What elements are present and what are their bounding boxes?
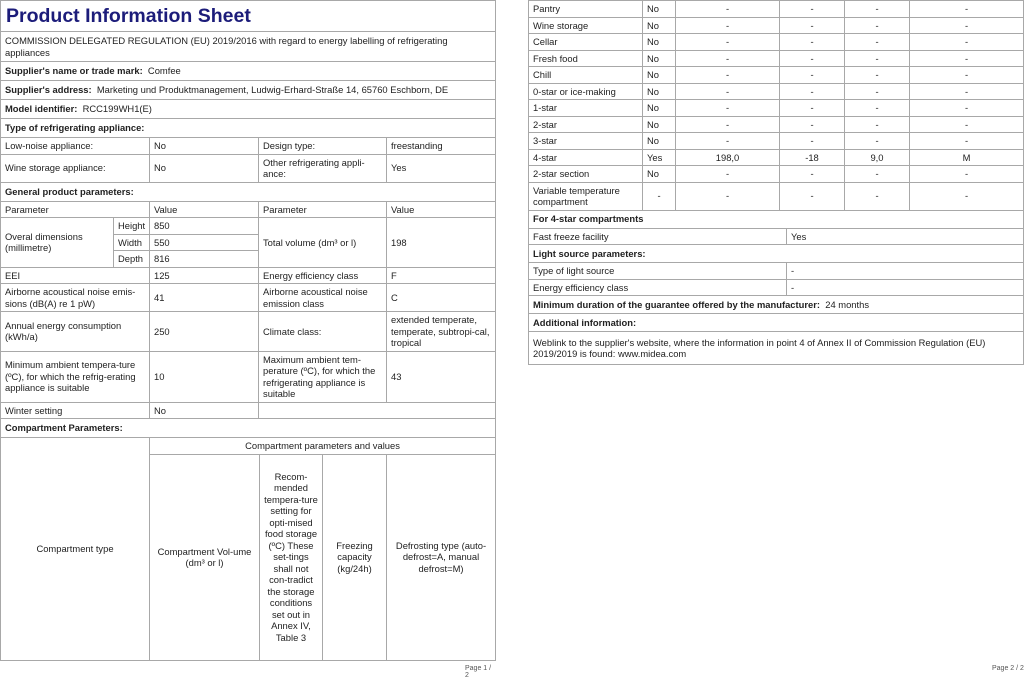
compartment-freezing: 9,0 — [845, 149, 910, 166]
compartment-present: No — [643, 133, 676, 150]
light-type-label: Type of light source — [529, 263, 787, 280]
climate-class-value: extended temperate, temperate, subtropi-cal, tropical — [387, 312, 496, 352]
compartment-temp: - — [780, 100, 845, 117]
compartment-freezing: - — [845, 182, 910, 210]
depth-label: Depth — [114, 251, 150, 268]
other-appliance-value: Yes — [387, 154, 496, 182]
compartment-volume: - — [676, 100, 780, 117]
compartment-name: Variable temperature compartment — [529, 182, 643, 210]
light-type-value: - — [787, 263, 1024, 280]
compartment-volume: 198,0 — [676, 149, 780, 166]
noise-class-value: C — [387, 284, 496, 312]
compartment-freezing: - — [845, 100, 910, 117]
compartment-present: No — [643, 116, 676, 133]
model-row — [1, 100, 496, 119]
compartment-freezing: - — [845, 116, 910, 133]
compartment-temp: - — [780, 166, 845, 183]
compartment-defrost: - — [910, 50, 1024, 67]
compartment-defrost: - — [910, 166, 1024, 183]
fast-freeze-value: Yes — [787, 228, 1024, 245]
compartment-present: No — [643, 50, 676, 67]
type-heading: Type of refrigerating appliance: — [1, 119, 496, 138]
compartment-volume-header: Compartment Vol-ume (dm³ or l) — [150, 454, 260, 660]
winter-blank — [259, 402, 496, 419]
guarantee-value: 24 months — [825, 298, 870, 310]
general-heading: General product parameters: — [1, 182, 496, 201]
compartment-temp: - — [780, 67, 845, 84]
col-parameter-2: Parameter — [259, 201, 387, 218]
compartment-defrost: - — [910, 34, 1024, 51]
compartment-present: No — [643, 1, 676, 18]
compartment-temp: - — [780, 50, 845, 67]
energy-class-value: F — [387, 267, 496, 284]
compartment-present: No — [643, 34, 676, 51]
compartment-volume: - — [676, 133, 780, 150]
compartment-volume: - — [676, 166, 780, 183]
compartment-name: Pantry — [529, 1, 643, 18]
col-value-2: Value — [387, 201, 496, 218]
regulation-text: COMMISSION DELEGATED REGULATION (EU) 2019/2016 with regard to energy labelling of refrigerating appliances — [1, 32, 496, 62]
compartment-freezing: - — [845, 133, 910, 150]
guarantee-label: Minimum duration of the guarantee offered by the manufacturer: — [533, 298, 821, 310]
light-heading: Light source parameters: — [529, 245, 1024, 263]
weblink-text: Weblink to the supplier's website, where the information in point 4 of Annex II of Commission Regulation (EU) 2019/2019 is found: www.midea.com — [529, 332, 1024, 365]
four-star-heading: For 4-star compartments — [529, 210, 1024, 228]
freezing-capacity-header: Freezing capacity (kg/24h) — [323, 454, 387, 660]
compartment-row — [529, 83, 1024, 100]
page-1 — [0, 0, 496, 679]
address-row — [1, 81, 496, 100]
compartment-volume: - — [676, 17, 780, 34]
compartment-temp: - — [780, 17, 845, 34]
noise-label: Airborne acoustical noise emis-sions (dB(A) re 1 pW) — [1, 284, 150, 312]
compartment-freezing: - — [845, 67, 910, 84]
model-value: RCC199WH1(E) — [82, 103, 152, 115]
max-ambient-value: 43 — [387, 351, 496, 402]
compartment-defrost: - — [910, 100, 1024, 117]
compartment-freezing: - — [845, 83, 910, 100]
overall-dimensions-label: Overal dimensions (millimetre) — [1, 218, 114, 268]
col-value-1: Value — [150, 201, 259, 218]
compartment-name: Fresh food — [529, 50, 643, 67]
compartment-volume: - — [676, 1, 780, 18]
supplier-row — [1, 62, 496, 81]
compartment-row — [529, 34, 1024, 51]
supplier-label: Supplier's name or trade mark: — [5, 65, 143, 77]
compartment-defrost: - — [910, 17, 1024, 34]
compartment-volume: - — [676, 50, 780, 67]
compartment-row — [529, 17, 1024, 34]
compartment-defrost: - — [910, 182, 1024, 210]
noise-value: 41 — [150, 284, 259, 312]
compartment-row — [529, 100, 1024, 117]
compartment-defrost: - — [910, 67, 1024, 84]
compartment-table — [529, 1, 1024, 211]
compartment-volume: - — [676, 83, 780, 100]
winter-label: Winter setting — [1, 402, 150, 419]
compartment-freezing: - — [845, 50, 910, 67]
compartment-defrost: - — [910, 1, 1024, 18]
compartment-defrost: - — [910, 133, 1024, 150]
compartment-defrost: M — [910, 149, 1024, 166]
compartment-row — [529, 166, 1024, 183]
annual-energy-value: 250 — [150, 312, 259, 352]
compartment-temp: - — [780, 83, 845, 100]
compartment-freezing: - — [845, 166, 910, 183]
compartment-temp: - — [780, 1, 845, 18]
col-parameter-1: Parameter — [1, 201, 150, 218]
compartment-values-heading: Compartment parameters and values — [150, 438, 496, 455]
compartment-heading: Compartment Parameters: — [1, 419, 496, 438]
compartment-name: 3-star — [529, 133, 643, 150]
max-ambient-label: Maximum ambient tem-perature (ºC), for which the refrigerating appliance is suitable — [259, 351, 387, 402]
design-type-label: Design type: — [259, 138, 387, 155]
annual-energy-label: Annual energy consumption (kWh/a) — [1, 312, 150, 352]
compartment-row — [529, 116, 1024, 133]
supplier-value: Comfee — [147, 65, 181, 77]
compartment-present: No — [643, 67, 676, 84]
additional-heading: Additional information: — [529, 314, 1024, 332]
low-noise-label: Low-noise appliance: — [1, 138, 150, 155]
height-value: 850 — [150, 218, 259, 235]
compartment-name: Wine storage — [529, 17, 643, 34]
compartment-present: No — [643, 17, 676, 34]
compartment-freezing: - — [845, 17, 910, 34]
total-volume-value: 198 — [387, 218, 496, 268]
compartment-temp: - — [780, 133, 845, 150]
compartment-volume: - — [676, 116, 780, 133]
compartment-present: Yes — [643, 149, 676, 166]
light-class-value: - — [787, 279, 1024, 296]
address-value: Marketing und Produktmanagement, Ludwig-Erhard-Straße 14, 65760 Eschborn, DE — [96, 84, 449, 96]
compartment-name: 0-star or ice-making — [529, 83, 643, 100]
compartment-defrost: - — [910, 83, 1024, 100]
compartment-freezing: - — [845, 34, 910, 51]
wine-storage-label: Wine storage appliance: — [1, 154, 150, 182]
compartment-temp: - — [780, 116, 845, 133]
low-noise-value: No — [150, 138, 259, 155]
compartment-present: - — [643, 182, 676, 210]
compartment-present: No — [643, 100, 676, 117]
min-ambient-value: 10 — [150, 351, 259, 402]
compartment-temp: -18 — [780, 149, 845, 166]
climate-class-label: Climate class: — [259, 312, 387, 352]
total-volume-label: Total volume (dm³ or l) — [259, 218, 387, 268]
width-label: Width — [114, 234, 150, 251]
eei-value: 125 — [150, 267, 259, 284]
page-number-1: Page 1 / 2 — [465, 665, 492, 679]
compartment-row — [529, 149, 1024, 166]
compartment-name: Chill — [529, 67, 643, 84]
compartment-volume: - — [676, 182, 780, 210]
address-label: Supplier's address: — [5, 84, 92, 96]
other-appliance-label: Other refrigerating appli-ance: — [259, 154, 387, 182]
compartment-freezing: - — [845, 1, 910, 18]
light-class-label: Energy efficiency class — [529, 279, 787, 296]
compartment-volume: - — [676, 34, 780, 51]
compartment-row — [529, 67, 1024, 84]
page-number-2: Page 2 / 2 — [992, 665, 1024, 672]
compartment-defrost: - — [910, 116, 1024, 133]
compartment-row — [529, 133, 1024, 150]
compartment-name: 1-star — [529, 100, 643, 117]
wine-storage-value: No — [150, 154, 259, 182]
compartment-row — [529, 1, 1024, 18]
guarantee-row — [529, 296, 1024, 314]
compartment-present: No — [643, 166, 676, 183]
compartment-name: 4-star — [529, 149, 643, 166]
compartment-temp: - — [780, 182, 845, 210]
defrosting-header: Defrosting type (auto-defrost=A, manual defrost=M) — [387, 454, 496, 660]
page-title: Product Information Sheet — [1, 1, 496, 32]
page-2 — [528, 0, 1024, 672]
recommended-temp-header: Recom-mended tempera-ture setting for opti-mised food storage (ºC) These set-tings shall not con-tradict the storage conditions set out in Annex IV, Table 3 — [260, 454, 323, 660]
eei-label: EEI — [1, 267, 150, 284]
compartment-row — [529, 50, 1024, 67]
winter-value: No — [150, 402, 259, 419]
fast-freeze-label: Fast freeze facility — [529, 228, 787, 245]
compartment-row — [529, 182, 1024, 210]
min-ambient-label: Minimum ambient tempera-ture (ºC), for which the refrig-erating appliance is suitable — [1, 351, 150, 402]
compartment-name: Cellar — [529, 34, 643, 51]
compartment-name: 2-star section — [529, 166, 643, 183]
model-label: Model identifier: — [5, 103, 78, 115]
compartment-present: No — [643, 83, 676, 100]
height-label: Height — [114, 218, 150, 235]
depth-value: 816 — [150, 251, 259, 268]
compartment-name: 2-star — [529, 116, 643, 133]
width-value: 550 — [150, 234, 259, 251]
energy-class-label: Energy efficiency class — [259, 267, 387, 284]
compartment-temp: - — [780, 34, 845, 51]
compartment-type-header: Compartment type — [1, 438, 150, 661]
noise-class-label: Airborne acoustical noise emission class — [259, 284, 387, 312]
design-type-value: freestanding — [387, 138, 496, 155]
compartment-volume: - — [676, 67, 780, 84]
